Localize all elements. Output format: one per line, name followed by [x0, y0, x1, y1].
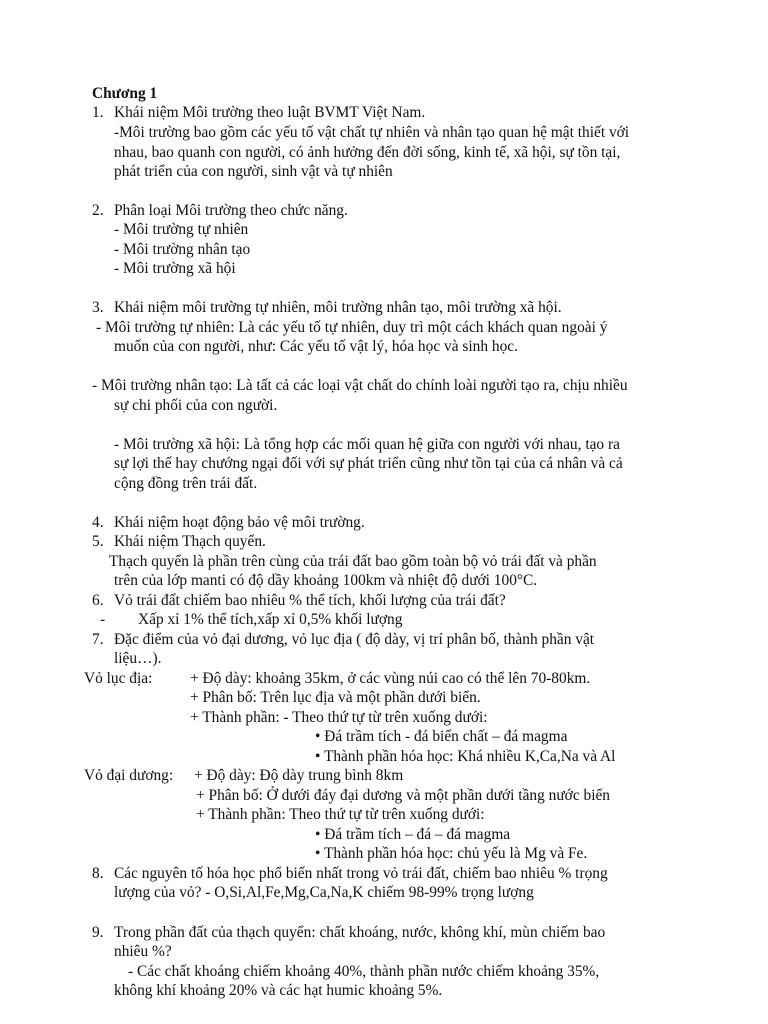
continental-crust-label: Vỏ lục địa:: [84, 670, 153, 687]
item-number: 7.: [92, 631, 104, 648]
item-number: 4.: [92, 514, 104, 531]
question-3: Khái niệm môi trường tự nhiên, môi trường nhân tạo, môi trường xã hội.: [114, 299, 562, 316]
answer-line: sự chi phối của con người.: [114, 397, 278, 414]
question-9-cont: nhiêu %?: [114, 943, 172, 960]
answer-line: - Môi trường tự nhiên: Là các yếu tố tự nhiên, duy trì một cách khách quan ngoài ý: [96, 319, 608, 336]
list-item: - Môi trường nhân tạo: [114, 241, 251, 258]
oceanic-distribution: + Phân bố: Ở dưới đáy đại dương và một phần dưới tầng nước biển: [196, 787, 610, 804]
oceanic-thickness: + Độ dày: Độ dày trung bình 8km: [194, 767, 404, 784]
continental-sub-item: • Đá trầm tích - đá biến chất – đá magma: [315, 728, 568, 745]
question-1: Khái niệm Môi trường theo luật BVMT Việt Nam.: [114, 104, 426, 121]
question-8: Các nguyên tố hóa học phổ biến nhất trong vỏ trái đất, chiếm bao nhiêu % trọng: [114, 865, 608, 882]
answer-line: Thạch quyển là phần trên cùng của trái đất bao gồm toàn bộ vỏ trái đất và phần: [109, 553, 597, 570]
answer-line: sự lợi thế hay chướng ngại đối với sự phát triển cũng như tồn tại của cá nhân và cả: [114, 455, 623, 472]
list-item: - Môi trường tự nhiên: [114, 221, 249, 238]
oceanic-composition: + Thành phần: Theo thứ tự từ trên xuống dưới:: [196, 806, 485, 823]
question-5: Khái niệm Thạch quyển.: [114, 533, 266, 550]
question-9: Trong phần đất của thạch quyển: chất khoáng, nước, không khí, mùn chiếm bao: [114, 924, 606, 941]
answer-line: - Các chất khoáng chiếm khoảng 40%, thành phần nước chiếm khoảng 35%,: [128, 963, 600, 980]
oceanic-sub-item: • Thành phần hóa học: chủ yếu là Mg và Fe.: [315, 845, 588, 862]
oceanic-sub-item: • Đá trầm tích – đá – đá magma: [315, 826, 511, 843]
item-number: 6.: [92, 592, 104, 609]
item-number: 1.: [92, 104, 104, 121]
answer-line: -Môi trường bao gồm các yếu tố vật chất tự nhiên và nhân tạo quan hệ mật thiết với: [114, 124, 630, 141]
answer-line: - Môi trường nhân tạo: Là tất cả các loại vật chất do chính loài người tạo ra, chịu nhiều: [92, 377, 628, 394]
answer-line: Xấp xỉ 1% thể tích,xấp xỉ 0,5% khối lượng: [138, 611, 403, 628]
continental-sub-item: • Thành phần hóa học: Khá nhiều K,Ca,Na và Al: [315, 748, 616, 765]
oceanic-crust-label: Vỏ đại dương:: [84, 767, 174, 784]
list-bullet: -: [100, 611, 106, 628]
answer-line: nhau, bao quanh con người, có ảnh hưởng đến đời sống, kinh tế, xã hội, sự tồn tại,: [114, 144, 621, 161]
item-number: 8.: [92, 865, 104, 882]
answer-line: không khí khoảng 20% và các hạt humic khoảng 5%.: [114, 982, 443, 999]
continental-distribution: + Phân bố: Trên lục địa và một phần dưới biển.: [190, 689, 481, 706]
answer-line: trên của lớp manti có độ dầy khoảng 100km và nhiệt độ dưới 100°C.: [114, 572, 538, 589]
question-7: Đặc điểm của vỏ đại dương, vỏ lục địa ( độ dày, vị trí phân bố, thành phần vật: [114, 631, 595, 648]
question-8-cont: lượng của vỏ? - O,Si,Al,Fe,Mg,Ca,Na,K chiếm 98-99% trọng lượng: [114, 884, 534, 901]
answer-line: phát triển của con người, sinh vật và tự nhiên: [114, 163, 393, 180]
question-6: Vỏ trái đất chiếm bao nhiêu % thể tích, khối lượng của trái đất?: [114, 592, 506, 609]
chapter-title: Chương 1: [92, 85, 158, 102]
answer-line: cộng đồng trên trái đất.: [114, 475, 258, 492]
question-7-cont: liệu…).: [114, 650, 162, 667]
item-number: 3.: [92, 299, 104, 316]
continental-composition: + Thành phần: - Theo thứ tự từ trên xuống dưới:: [190, 709, 488, 726]
continental-thickness: + Độ dày: khoảng 35km, ở các vùng núi cao có thể lên 70-80km.: [190, 670, 591, 687]
question-2: Phân loại Môi trường theo chức năng.: [114, 202, 348, 219]
item-number: 9.: [92, 924, 104, 941]
answer-line: - Môi trường xã hội: Là tổng hợp các mối quan hệ giữa con người với nhau, tạo ra: [114, 436, 620, 453]
answer-line: muốn của con người, như: Các yếu tố vật lý, hóa học và sinh học.: [114, 338, 518, 355]
item-number: 2.: [92, 202, 104, 219]
list-item: - Môi trường xã hội: [114, 260, 236, 277]
item-number: 5.: [92, 533, 104, 550]
question-4: Khái niệm hoạt động bảo vệ môi trường.: [114, 514, 365, 531]
